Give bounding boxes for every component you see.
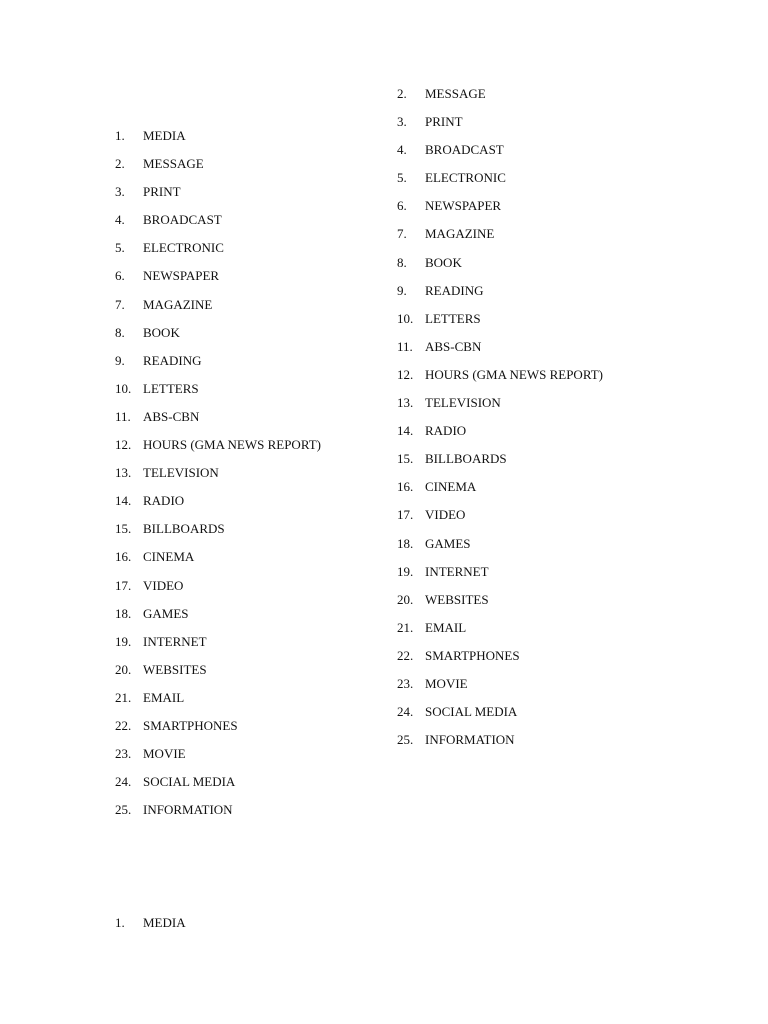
list-item: [115, 212, 321, 240]
list-item: [115, 662, 321, 690]
right-numbered-list: [397, 86, 603, 760]
list-item-number: 22.: [397, 647, 414, 663]
list-item-number: 24.: [115, 774, 132, 790]
list-item-number: 14.: [397, 423, 414, 439]
list-item-text: LETTERS: [143, 380, 199, 396]
list-item-text: EMAIL: [143, 689, 185, 705]
list-item-number: 16.: [397, 479, 414, 495]
list-item-number: 8.: [115, 324, 125, 340]
list-item-text: GAMES: [143, 605, 189, 621]
list-item-number: 10.: [397, 310, 414, 326]
bottom-numbered-list: [115, 915, 186, 943]
list-item-text: BILLBOARDS: [425, 451, 507, 467]
list-item: [115, 915, 186, 943]
list-item-number: 14.: [115, 493, 132, 509]
list-item-number: 15.: [397, 451, 414, 467]
list-item-text: BROADCAST: [425, 142, 504, 158]
list-item-number: 25.: [115, 802, 132, 818]
list-item: [397, 676, 603, 704]
list-item: [115, 184, 321, 212]
list-item-number: 17.: [115, 577, 132, 593]
list-item-text: NEWSPAPER: [143, 268, 220, 284]
list-item-number: 17.: [397, 507, 414, 523]
list-item: [397, 732, 603, 760]
list-item: [115, 437, 321, 465]
list-item: [115, 465, 321, 493]
list-item-number: 3.: [115, 184, 125, 200]
list-item-number: 19.: [115, 633, 132, 649]
list-item-number: 23.: [397, 675, 414, 691]
list-item-text: MESSAGE: [425, 86, 486, 101]
list-item: [397, 704, 603, 732]
list-item: [397, 648, 603, 676]
list-item: [115, 521, 321, 549]
list-item-text: MEDIA: [143, 128, 186, 143]
list-item: [397, 451, 603, 479]
list-item: [397, 142, 603, 170]
list-item: [397, 592, 603, 620]
list-item-text: MEDIA: [143, 915, 186, 930]
list-item-text: ELECTRONIC: [425, 170, 506, 186]
list-item: [115, 381, 321, 409]
list-item: [397, 198, 603, 226]
list-item-text: SOCIAL MEDIA: [425, 704, 518, 720]
list-item: [115, 240, 321, 268]
list-item: [115, 690, 321, 718]
list-item-text: READING: [425, 282, 484, 298]
list-item-number: 1.: [115, 915, 125, 930]
list-item: [115, 606, 321, 634]
list-item: [115, 353, 321, 381]
list-item-text: INFORMATION: [425, 732, 515, 748]
list-item-text: CINEMA: [425, 479, 477, 495]
list-item-number: 20.: [115, 661, 132, 677]
list-item-number: 9.: [115, 352, 125, 368]
list-item-number: 2.: [115, 156, 125, 172]
list-item-number: 9.: [397, 282, 407, 298]
list-item: [397, 620, 603, 648]
list-item: [115, 718, 321, 746]
list-item-text: SOCIAL MEDIA: [143, 774, 236, 790]
list-item-text: INFORMATION: [143, 802, 233, 818]
list-item-number: 6.: [115, 268, 125, 284]
list-item-text: VIDEO: [425, 507, 466, 523]
left-numbered-list: [115, 128, 321, 830]
list-item-text: READING: [143, 352, 202, 368]
list-item: [115, 156, 321, 184]
list-item-text: INTERNET: [143, 633, 207, 649]
list-item-number: 16.: [115, 549, 132, 565]
list-item: [115, 549, 321, 577]
list-item: [397, 114, 603, 142]
list-item-number: 4.: [115, 212, 125, 228]
list-item-number: 1.: [115, 128, 125, 143]
list-item: [115, 746, 321, 774]
list-item-number: 21.: [397, 619, 414, 635]
list-item-number: 22.: [115, 717, 132, 733]
list-item-number: 5.: [397, 170, 407, 186]
list-item-text: SMARTPHONES: [143, 717, 238, 733]
list-item-number: 13.: [397, 395, 414, 411]
list-item-number: 6.: [397, 198, 407, 214]
list-item-text: BOOK: [143, 324, 180, 340]
list-item-number: 24.: [397, 704, 414, 720]
list-item-text: RADIO: [425, 423, 467, 439]
list-item-text: HOURS (GMA NEWS REPORT): [143, 437, 321, 453]
list-item: [115, 409, 321, 437]
list-item-text: MOVIE: [425, 675, 468, 691]
list-item: [397, 479, 603, 507]
list-item-number: 3.: [397, 114, 407, 130]
list-item: [397, 255, 603, 283]
list-item-number: 7.: [115, 296, 125, 312]
list-item: [115, 268, 321, 296]
list-item-number: 23.: [115, 746, 132, 762]
list-item: [115, 802, 321, 830]
list-item-number: 11.: [397, 338, 413, 354]
list-item-text: MAGAZINE: [143, 296, 213, 312]
list-item: [115, 325, 321, 353]
list-item: [397, 226, 603, 254]
list-item-text: BROADCAST: [143, 212, 222, 228]
list-item-number: 8.: [397, 254, 407, 270]
list-item-text: TELEVISION: [143, 465, 219, 481]
list-item: [397, 564, 603, 592]
list-item-text: WEBSITES: [143, 661, 207, 677]
list-item-text: WEBSITES: [425, 591, 489, 607]
list-item-number: 2.: [397, 86, 407, 101]
list-item: [397, 423, 603, 451]
list-item-text: TELEVISION: [425, 395, 501, 411]
list-item-text: SMARTPHONES: [425, 647, 520, 663]
list-item: [397, 395, 603, 423]
list-item-number: 15.: [115, 521, 132, 537]
list-item-text: PRINT: [143, 184, 181, 200]
list-item-text: HOURS (GMA NEWS REPORT): [425, 366, 603, 382]
list-item-text: GAMES: [425, 535, 471, 551]
list-item-number: 18.: [397, 535, 414, 551]
list-item: [115, 774, 321, 802]
list-item-text: LETTERS: [425, 310, 481, 326]
list-item-text: INTERNET: [425, 563, 489, 579]
list-item: [397, 507, 603, 535]
list-item-text: BOOK: [425, 254, 462, 270]
list-item-number: 21.: [115, 689, 132, 705]
list-item-text: ABS-CBN: [143, 408, 200, 424]
list-item-number: 12.: [115, 437, 132, 453]
list-item: [397, 367, 603, 395]
list-item-number: 19.: [397, 563, 414, 579]
list-item-number: 10.: [115, 380, 132, 396]
list-item: [115, 578, 321, 606]
list-item-text: RADIO: [143, 493, 185, 509]
list-item-text: ELECTRONIC: [143, 240, 224, 256]
list-item-text: VIDEO: [143, 577, 184, 593]
list-item-text: BILLBOARDS: [143, 521, 225, 537]
list-item-number: 4.: [397, 142, 407, 158]
list-item: [397, 536, 603, 564]
list-item-number: 12.: [397, 366, 414, 382]
list-item: [397, 170, 603, 198]
list-item: [397, 86, 603, 114]
list-item-text: ABS-CBN: [425, 338, 482, 354]
list-item: [397, 283, 603, 311]
list-item-text: PRINT: [425, 114, 463, 130]
list-item-text: NEWSPAPER: [425, 198, 502, 214]
list-item-text: MOVIE: [143, 746, 186, 762]
list-item-number: 20.: [397, 591, 414, 607]
list-item: [115, 493, 321, 521]
list-item: [115, 128, 321, 156]
list-item-number: 11.: [115, 408, 131, 424]
list-item: [397, 311, 603, 339]
list-item-number: 25.: [397, 732, 414, 748]
list-item-number: 7.: [397, 226, 407, 242]
list-item-number: 18.: [115, 605, 132, 621]
list-item: [397, 339, 603, 367]
list-item-text: CINEMA: [143, 549, 195, 565]
list-item-number: 13.: [115, 465, 132, 481]
list-item-text: MAGAZINE: [425, 226, 495, 242]
list-item-text: EMAIL: [425, 619, 467, 635]
list-item: [115, 297, 321, 325]
list-item-number: 5.: [115, 240, 125, 256]
list-item: [115, 634, 321, 662]
list-item-text: MESSAGE: [143, 156, 204, 172]
